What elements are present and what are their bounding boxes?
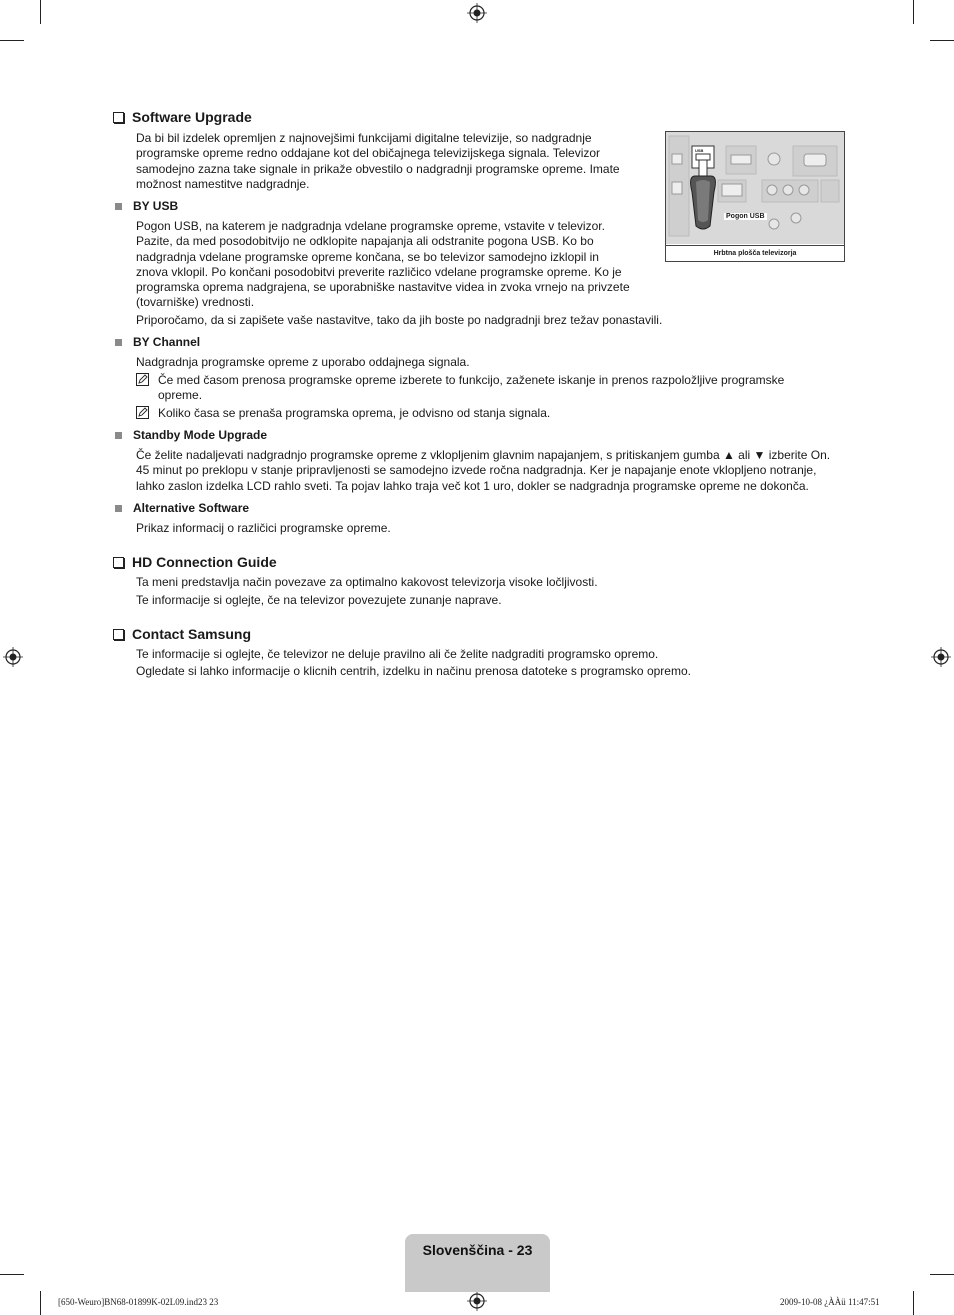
figure-caption: Hrbtna plošča televizorja xyxy=(666,245,844,262)
subsection-title-by-channel: BY Channel xyxy=(115,335,200,349)
hd-guide-text: Ta meni predstavlja način povezave za optimalno kakovost televizorja visoke ločljivosti. Te informacije si oglejte, če na televizor povezujete zunanje naprave. xyxy=(136,575,598,608)
crop-mark xyxy=(0,1274,24,1275)
crop-mark xyxy=(930,40,954,41)
crop-mark xyxy=(913,1291,914,1315)
usb-drive-label: Pogon USB xyxy=(726,213,765,220)
subsection-title-by-usb: BY USB xyxy=(115,199,178,213)
by-channel-text: Nadgradnja programske opreme z uporabo oddajnega signala. xyxy=(136,355,470,369)
standby-text: Če želite nadaljevati nadgradnjo programske opreme z vklopljenim glavnim napajanjem, s pritiskanjem gumba ▲ ali ▼ izberite On. 45 minut po preklopu v stanje pripravljenosti se samodejno izvede ročna nadgradnja. Ker je napajanje enote vklopljeno notranje, lahko zaslon izdelka LCD rahlo sveti. Ta pojav lahko traja več kot 1 uro, dokler se nadgradnja programske opreme ne dokonča. xyxy=(136,448,831,493)
crop-mark xyxy=(913,0,914,24)
note-text: Koliko časa se prenaša programska oprema, je odvisno od stanja signala. xyxy=(158,406,551,420)
square-bullet-icon xyxy=(115,505,122,512)
checkbox-icon xyxy=(113,629,124,640)
tv-rear-panel-illustration xyxy=(666,132,844,244)
checkbox-icon xyxy=(113,557,124,568)
note-pencil-icon xyxy=(136,406,150,419)
software-upgrade-intro: Da bi bil izdelek opremljen z najnovejšimi funkcijami digitalne televizije, so nadgradnje programske opreme redno oddajane kot del običajnega televizijskega signala. Televizor samodejno zazna take signale in prikaže obvestilo o nadgradnji programske opreme. Imate možnost namestitve nadgradnje. xyxy=(136,131,620,191)
section-title-hd-guide: HD Connection Guide xyxy=(113,554,277,570)
print-timestamp: 2009-10-08 ¿ÀÀü 11:47:51 xyxy=(780,1297,880,1307)
usb-port-label: USB xyxy=(695,148,704,153)
tv-rear-panel-icon xyxy=(666,132,844,244)
subsection-title-standby: Standby Mode Upgrade xyxy=(115,428,267,442)
tv-rear-panel-figure xyxy=(665,131,845,262)
crop-mark xyxy=(930,1274,954,1275)
note-pencil-icon xyxy=(136,373,150,386)
note-item xyxy=(136,373,784,404)
contact-text: Te informacije si oglejte, če televizor ne deluje pravilno ali če želite nadgraditi programsko opremo. Ogledate si lahko informacije o klicnih centrih, izdelku in načinu prenosa datoteke s programsko opremo. xyxy=(136,647,691,679)
registration-mark-icon xyxy=(3,647,23,667)
page-number-label: Slovenščina - 23 xyxy=(422,1242,533,1258)
by-usb-text: Pogon USB, na katerem je nadgradnja vdelane programske opreme, vstavite v televizor. Pazite, da med posodobitvijo ne odklopite napajanja ali odstranite pogona USB. Ko bo nadgradnja vdelane programske opreme končana, se bo televizor samodejno izklopil in znova vklopil. Po končani posodobitvi preverite različico vdelane programske opreme. Ko je programska oprema nadgrajena, se uporabniške nastavitve videa in zvoka vrnejo na privzete (tovarniške) vrednosti. xyxy=(136,219,630,310)
registration-mark-icon xyxy=(467,3,487,23)
crop-mark xyxy=(40,1291,41,1315)
note-text: Če med časom prenosa programske opreme izberete to funkcijo, zaženete iskanje in prenos razpoložljive programske opreme. xyxy=(158,373,785,403)
square-bullet-icon xyxy=(115,432,122,439)
by-usb-recommendation: Priporočamo, da si zapišete vaše nastavitve, tako da jih boste po nadgradnji brez težav ponastavili. xyxy=(136,313,663,327)
registration-mark-icon xyxy=(931,647,951,667)
crop-mark xyxy=(0,40,24,41)
print-file-info: [650-Weuro]BN68-01899K-02L09.ind23 23 xyxy=(58,1297,219,1307)
checkbox-icon xyxy=(113,112,124,123)
square-bullet-icon xyxy=(115,339,122,346)
note-item xyxy=(136,406,550,421)
registration-mark-icon xyxy=(467,1291,487,1311)
square-bullet-icon xyxy=(115,203,122,210)
section-title-contact: Contact Samsung xyxy=(113,626,251,642)
subsection-title-alternative: Alternative Software xyxy=(115,501,249,515)
section-title-software-upgrade: Software Upgrade xyxy=(113,109,252,125)
alternative-text: Prikaz informacij o različici programske opreme. xyxy=(136,521,391,535)
crop-mark xyxy=(40,0,41,24)
